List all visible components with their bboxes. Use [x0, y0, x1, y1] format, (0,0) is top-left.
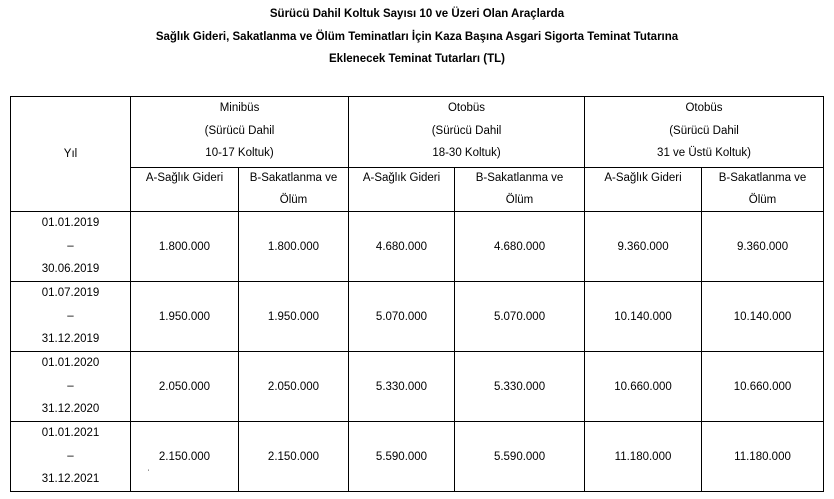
value-cell: 5.070.000	[349, 282, 455, 352]
subheader-b: B-Sakatlanma ve Ölüm	[239, 168, 349, 212]
coverage-table	[10, 96, 824, 492]
group-header-line: Otobüs	[685, 102, 723, 114]
value-cell: 9.360.000	[702, 212, 824, 282]
value-cell: 1.950.000	[239, 282, 349, 352]
group-header-otobus-18-30	[349, 97, 585, 168]
table-row	[11, 422, 824, 492]
subheader-a: A-Sağlık Gideri	[585, 168, 702, 212]
value-cell: 1.800.000	[239, 212, 349, 282]
header-row	[11, 97, 824, 168]
value-cell: 5.330.000	[455, 352, 585, 422]
group-header-line: 10-17 Koltuk)	[205, 147, 274, 159]
table-row	[11, 282, 824, 352]
value-cell: 1.950.000	[131, 282, 239, 352]
table-row	[11, 352, 824, 422]
table-row	[11, 212, 824, 282]
value-cell: 10.140.000	[585, 282, 702, 352]
group-header-line: (Sürücü Dahil	[204, 124, 275, 137]
year-range-cell: 01.01.2021 – 31.12.2021	[11, 422, 131, 492]
group-header-line: Minibüs	[219, 102, 260, 114]
stray-mark: ˌ	[147, 461, 151, 472]
year-header: Yıl	[11, 97, 131, 212]
value-cell: 5.590.000	[349, 422, 455, 492]
group-header-minibus	[131, 97, 349, 168]
value-cell: 2.050.000	[239, 352, 349, 422]
value-cell: 2.150.000	[131, 422, 239, 492]
value-cell: 5.590.000	[455, 422, 585, 492]
value-cell: 5.330.000	[349, 352, 455, 422]
subheader-b: B-Sakatlanma ve Ölüm	[455, 168, 585, 212]
value-cell: 4.680.000	[455, 212, 585, 282]
value-cell: 10.660.000	[702, 352, 824, 422]
value-cell: 11.180.000	[585, 422, 702, 492]
group-header-line: Otobüs	[447, 102, 486, 114]
value-cell: 2.150.000	[239, 422, 349, 492]
document-title-line-1: Sürücü Dahil Koltuk Sayısı 10 ve Üzeri Olan Araçlarda	[269, 8, 565, 20]
value-cell: 2.050.000	[131, 352, 239, 422]
document-title-line-3: Eklenecek Teminat Tutarları (TL)	[329, 53, 505, 65]
value-cell: 1.800.000	[131, 212, 239, 282]
document-title-line-2: Sağlık Gideri, Sakatlanma ve Ölüm Teminatları İçin Kaza Başına Asgari Sigorta Teminat Tutarına	[155, 31, 679, 43]
value-cell: 10.140.000	[702, 282, 824, 352]
group-header-line: (Sürücü Dahil	[669, 124, 739, 137]
group-header-line: 18-30 Koltuk)	[432, 147, 501, 159]
value-cell: 11.180.000	[702, 422, 824, 492]
value-cell: 9.360.000	[585, 212, 702, 282]
year-range-cell: 01.07.2019 – 31.12.2019	[11, 282, 131, 352]
value-cell: 10.660.000	[585, 352, 702, 422]
subheader-row	[11, 168, 824, 212]
subheader-a: A-Sağlık Gideri	[131, 168, 239, 212]
group-header-otobus-31-plus	[585, 97, 824, 168]
value-cell: 5.070.000	[455, 282, 585, 352]
value-cell: 4.680.000	[349, 212, 455, 282]
group-header-line: (Sürücü Dahil	[431, 124, 502, 137]
group-header-line: 31 ve Üstü Koltuk)	[657, 147, 752, 159]
subheader-a: A-Sağlık Gideri	[349, 168, 455, 212]
year-range-cell: 01.01.2020 – 31.12.2020	[11, 352, 131, 422]
year-range-cell: 01.01.2019 – 30.06.2019	[11, 212, 131, 282]
subheader-b: B-Sakatlanma ve Ölüm	[702, 168, 824, 212]
